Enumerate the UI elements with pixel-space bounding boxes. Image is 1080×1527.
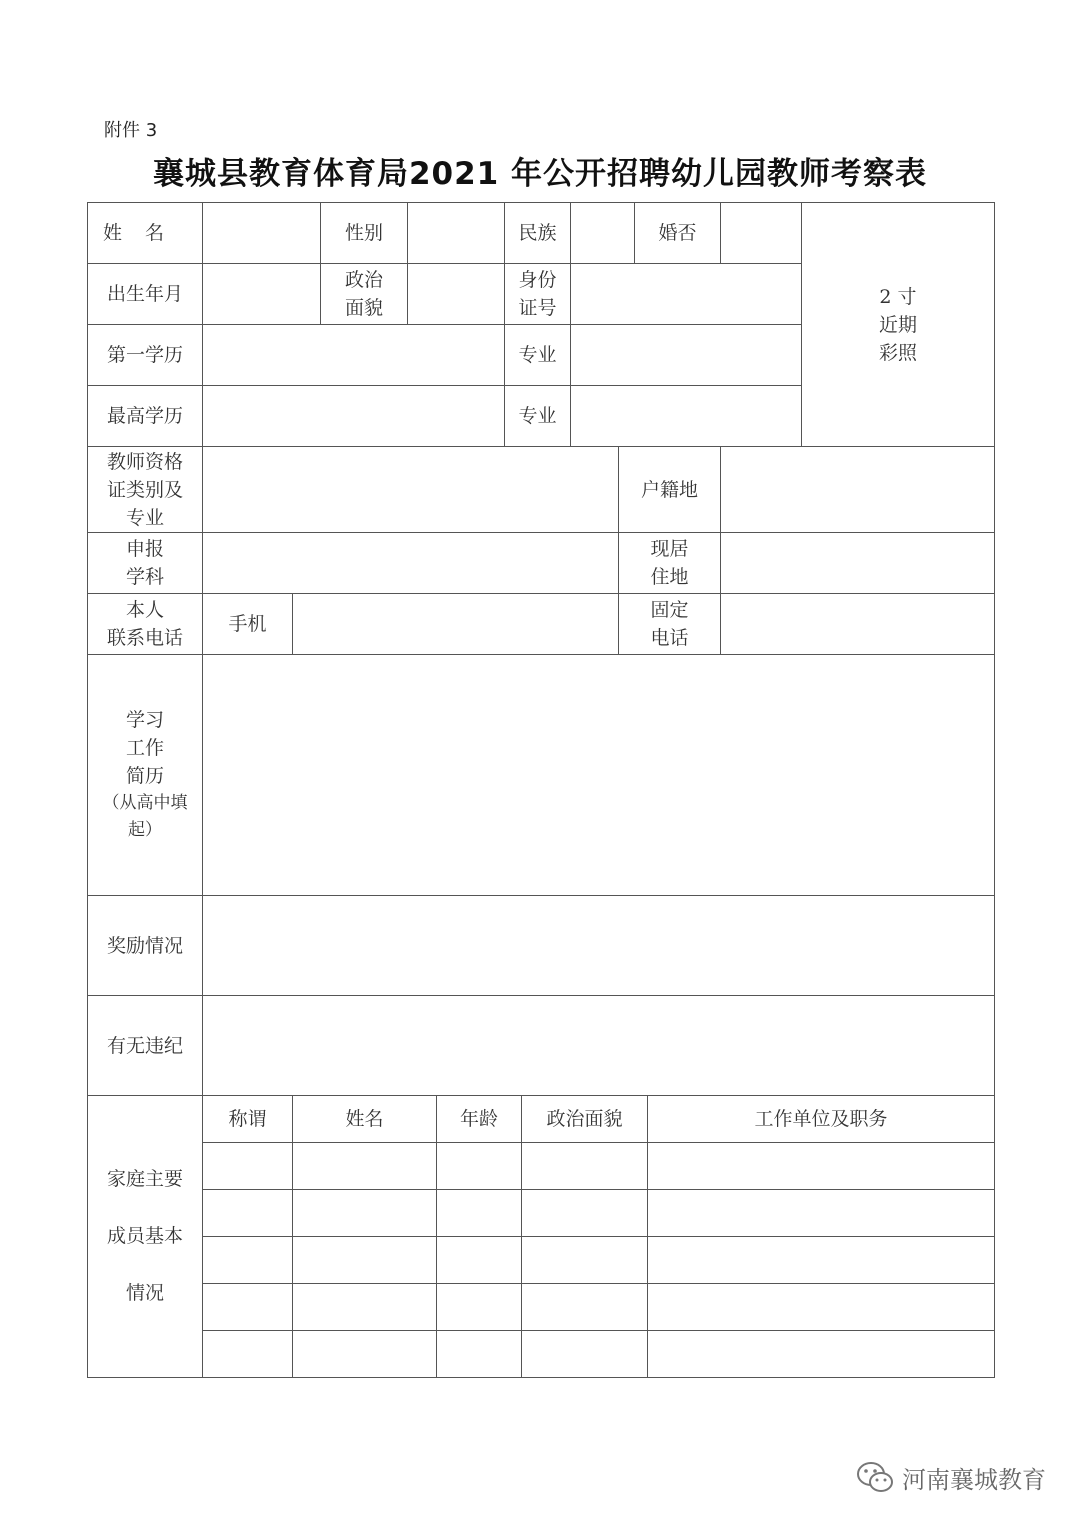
label-name-char: 姓 — [103, 222, 123, 244]
label-residence: 现居 住地 — [618, 532, 721, 594]
page-title: 襄城县教育体育局2021 年公开招聘幼儿园教师考察表 — [152, 156, 928, 192]
label-resume-main: 学习 工作 简历 — [125, 709, 164, 787]
label-highest-degree: 最高学历 — [87, 385, 203, 447]
attachment-label: 附件 3 — [104, 120, 158, 141]
label-gender: 性别 — [320, 202, 408, 264]
label-birth: 出生年月 — [87, 263, 203, 325]
family-header-work: 工作单位及职务 — [647, 1095, 995, 1143]
family-cell-age[interactable] — [436, 1330, 522, 1378]
label-major-2: 专业 — [504, 385, 571, 447]
input-major-2[interactable] — [570, 385, 802, 447]
family-cell-name[interactable] — [292, 1330, 437, 1378]
wechat-icon — [856, 1461, 894, 1495]
family-cell-political[interactable] — [521, 1236, 648, 1284]
label-resume — [87, 654, 203, 896]
label-id-number: 身份 证号 — [504, 263, 571, 325]
label-mobile: 手机 — [202, 593, 293, 655]
label-first-degree: 第一学历 — [87, 324, 203, 386]
input-awards[interactable] — [202, 895, 995, 996]
family-cell-relation[interactable] — [202, 1189, 293, 1237]
label-awards: 奖励情况 — [87, 895, 203, 996]
label-political: 政治 面貌 — [320, 263, 408, 325]
label-name — [87, 202, 203, 264]
photo-box[interactable]: 2 寸 近期 彩照 — [801, 202, 995, 447]
watermark-text: 河南襄城教育 — [902, 1466, 1046, 1494]
label-household: 户籍地 — [618, 446, 721, 533]
input-subject[interactable] — [202, 532, 619, 594]
family-cell-name[interactable] — [292, 1283, 437, 1331]
label-family: 家庭主要 成员基本 情况 — [87, 1095, 203, 1378]
input-marital[interactable] — [720, 202, 802, 264]
family-cell-name[interactable] — [292, 1236, 437, 1284]
family-cell-work[interactable] — [647, 1283, 995, 1331]
family-cell-name[interactable] — [292, 1142, 437, 1190]
family-header-name: 姓名 — [292, 1095, 437, 1143]
input-resume[interactable] — [202, 654, 995, 896]
input-residence[interactable] — [720, 532, 995, 594]
input-landline[interactable] — [720, 593, 995, 655]
label-name-char: 名 — [145, 222, 165, 244]
family-cell-age[interactable] — [436, 1189, 522, 1237]
input-ethnicity[interactable] — [570, 202, 635, 264]
family-header-political: 政治面貌 — [521, 1095, 648, 1143]
input-birth[interactable] — [202, 263, 321, 325]
label-major-1: 专业 — [504, 324, 571, 386]
label-resume-note: （从高中填 起） — [102, 793, 188, 840]
family-cell-age[interactable] — [436, 1283, 522, 1331]
watermark — [856, 1460, 1046, 1495]
label-subject: 申报 学科 — [87, 532, 203, 594]
family-cell-work[interactable] — [647, 1236, 995, 1284]
family-cell-political[interactable] — [521, 1330, 648, 1378]
family-header-age: 年龄 — [436, 1095, 522, 1143]
family-cell-political[interactable] — [521, 1283, 648, 1331]
input-highest-degree[interactable] — [202, 385, 505, 447]
input-mobile[interactable] — [292, 593, 619, 655]
family-cell-age[interactable] — [436, 1236, 522, 1284]
input-political[interactable] — [407, 263, 505, 325]
family-cell-work[interactable] — [647, 1330, 995, 1378]
family-cell-relation[interactable] — [202, 1330, 293, 1378]
input-name[interactable] — [202, 202, 321, 264]
family-cell-work[interactable] — [647, 1189, 995, 1237]
input-id-number[interactable] — [570, 263, 802, 325]
family-cell-relation[interactable] — [202, 1236, 293, 1284]
label-teacher-cert: 教师资格 证类别及 专业 — [87, 446, 203, 533]
label-marital: 婚否 — [634, 202, 721, 264]
family-cell-political[interactable] — [521, 1189, 648, 1237]
input-first-degree[interactable] — [202, 324, 505, 386]
family-cell-work[interactable] — [647, 1142, 995, 1190]
label-contact: 本人 联系电话 — [87, 593, 203, 655]
label-landline: 固定 电话 — [618, 593, 721, 655]
family-cell-age[interactable] — [436, 1142, 522, 1190]
input-gender[interactable] — [407, 202, 505, 264]
family-cell-relation[interactable] — [202, 1142, 293, 1190]
input-major-1[interactable] — [570, 324, 802, 386]
family-cell-relation[interactable] — [202, 1283, 293, 1331]
input-household[interactable] — [720, 446, 995, 533]
label-violations: 有无违纪 — [87, 995, 203, 1096]
label-ethnicity: 民族 — [504, 202, 571, 264]
input-teacher-cert[interactable] — [202, 446, 619, 533]
family-header-relation: 称谓 — [202, 1095, 293, 1143]
input-violations[interactable] — [202, 995, 995, 1096]
family-cell-name[interactable] — [292, 1189, 437, 1237]
label-name-text — [103, 219, 187, 247]
family-cell-political[interactable] — [521, 1142, 648, 1190]
